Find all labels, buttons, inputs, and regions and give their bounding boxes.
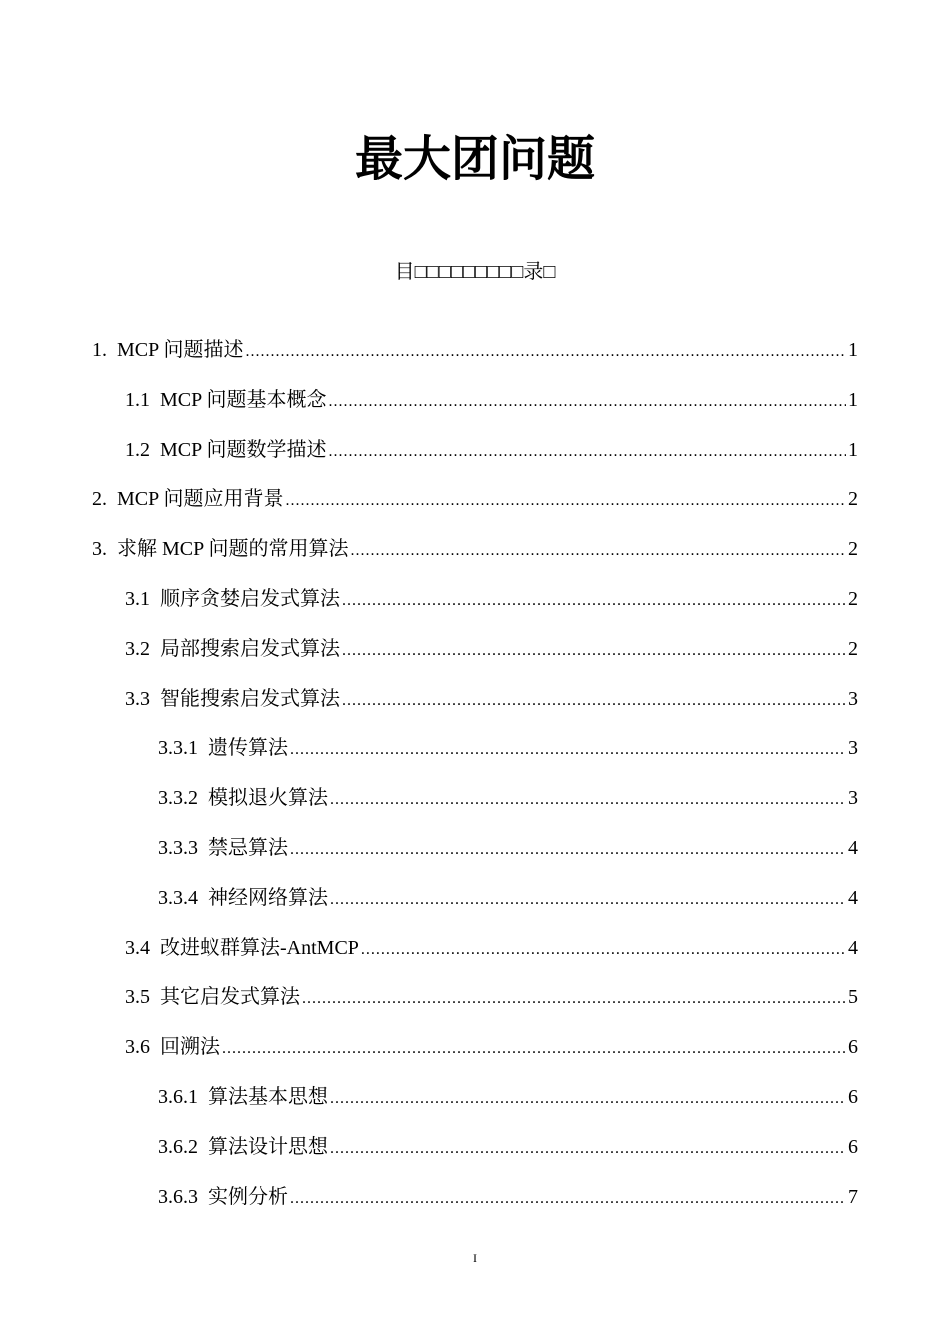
toc-entry-text: 实例分析	[208, 1186, 288, 1208]
toc-entry-number: 3.6.3	[158, 1186, 198, 1208]
toc-entry[interactable]	[158, 781, 858, 811]
toc-entry[interactable]	[92, 333, 858, 363]
toc-entry-number: 3.6.1	[158, 1086, 198, 1108]
toc-entry-text: 禁忌算法	[208, 837, 288, 859]
toc-entry-page: 3	[848, 787, 858, 809]
toc-entry-label	[125, 935, 359, 961]
toc-entry-number: 3.5	[125, 986, 150, 1008]
toc-entry-text: 局部搜索启发式算法	[160, 638, 340, 660]
toc-entry-page: 4	[848, 937, 858, 959]
toc-entry-text: 顺序贪婪启发式算法	[160, 588, 340, 610]
toc-entry-page: 6	[848, 1036, 858, 1058]
toc-entry-page: 5	[848, 986, 858, 1008]
toc-dot-leader	[286, 486, 846, 512]
toc-entry[interactable]	[158, 731, 858, 761]
toc-entry-text: 智能搜索启发式算法	[160, 688, 340, 710]
toc-dot-leader	[361, 935, 846, 961]
toc-dot-leader	[342, 586, 846, 612]
toc-dot-leader	[342, 636, 846, 662]
toc-entry-number: 3.3.4	[158, 887, 198, 909]
toc-entry-label	[158, 785, 328, 811]
toc-entry[interactable]	[158, 1180, 858, 1210]
toc-entry-number: 3.3.3	[158, 837, 198, 859]
toc-entry[interactable]	[125, 433, 858, 463]
toc-entry[interactable]	[125, 980, 858, 1010]
page-number: I	[473, 1251, 477, 1265]
toc-entry-text: 算法基本思想	[208, 1086, 328, 1108]
toc-dot-leader	[290, 835, 846, 861]
toc-entry-label	[125, 636, 340, 662]
toc-entry-label	[125, 586, 340, 612]
document-title: 最大团问题	[354, 131, 595, 188]
toc-entry[interactable]	[125, 682, 858, 712]
toc-entry-text: MCP 问题数学描述	[160, 439, 327, 461]
toc-entry-number: 3.4	[125, 937, 150, 959]
toc-entry-number: 3.2	[125, 638, 150, 660]
toc-entry-label	[125, 1034, 220, 1060]
toc-entry-text: MCP 问题描述	[117, 339, 244, 361]
toc-entry[interactable]	[125, 931, 858, 961]
toc-entry-text: MCP 问题应用背景	[117, 488, 284, 510]
toc-dot-leader	[246, 337, 846, 363]
toc-entry[interactable]	[92, 532, 858, 562]
toc-entry-text: 遗传算法	[208, 737, 288, 759]
toc-dot-leader	[222, 1034, 846, 1060]
toc-entry-page: 3	[848, 688, 858, 710]
toc-dot-leader	[330, 1084, 846, 1110]
toc-dot-leader	[330, 1134, 846, 1160]
toc-entry-label	[158, 1184, 288, 1210]
toc-entry-label	[92, 337, 244, 363]
toc-entry-page: 3	[848, 737, 858, 759]
toc-dot-leader	[342, 686, 846, 712]
toc-entry-page: 1	[848, 389, 858, 411]
toc-entry-label	[158, 1084, 328, 1110]
toc-entry-label	[125, 437, 327, 463]
toc-dot-leader	[330, 785, 846, 811]
toc-entry-page: 7	[848, 1186, 858, 1208]
toc-entry-page: 6	[848, 1136, 858, 1158]
toc-entry-page: 4	[848, 887, 858, 909]
toc-entry[interactable]	[92, 482, 858, 512]
toc-entry-number: 1.1	[125, 389, 150, 411]
toc-entry-text: 求解 MCP 问题的常用算法	[117, 538, 349, 560]
toc-entry[interactable]	[158, 881, 858, 911]
toc-entry-page: 2	[848, 638, 858, 660]
toc-entry-text: 回溯法	[160, 1036, 220, 1058]
toc-entry-page: 6	[848, 1086, 858, 1108]
toc-entry-number: 3.3.1	[158, 737, 198, 759]
toc-entry[interactable]	[125, 582, 858, 612]
toc-entry-number: 3.6	[125, 1036, 150, 1058]
toc-entry-number: 3.6.2	[158, 1136, 198, 1158]
toc-entry-text: 算法设计思想	[208, 1136, 328, 1158]
toc-entry-page: 2	[848, 488, 858, 510]
toc-entry-label	[158, 835, 288, 861]
toc-entry-page: 2	[848, 588, 858, 610]
toc-entry-number: 3.3.2	[158, 787, 198, 809]
toc-entry-number: 3.1	[125, 588, 150, 610]
toc-dot-leader	[351, 536, 846, 562]
toc-entry-label	[125, 387, 327, 413]
toc-entry[interactable]	[158, 1130, 858, 1160]
toc-entry[interactable]	[158, 831, 858, 861]
toc-entry-text: 模拟退火算法	[208, 787, 328, 809]
toc-entry-label	[125, 984, 300, 1010]
toc-entry-label	[125, 686, 340, 712]
toc-entry-page: 4	[848, 837, 858, 859]
toc-entry-label	[158, 885, 328, 911]
toc-entry-page: 1	[848, 339, 858, 361]
toc-entry-label	[92, 486, 284, 512]
toc-entry-page: 2	[848, 538, 858, 560]
toc-dot-leader	[290, 735, 846, 761]
toc-dot-leader	[329, 387, 846, 413]
toc-heading: 目□□□□□□□□□录□	[394, 261, 556, 283]
toc-entry-number: 1.2	[125, 439, 150, 461]
toc-entry-label	[158, 1134, 328, 1160]
toc-entry-number: 3.3	[125, 688, 150, 710]
toc-entry-text: 改进蚁群算法-AntMCP	[160, 937, 359, 959]
toc-entry-text: MCP 问题基本概念	[160, 389, 327, 411]
toc-dot-leader	[290, 1184, 846, 1210]
toc-entry-number: 1.	[92, 339, 107, 361]
toc-entry-number: 2.	[92, 488, 107, 510]
toc-entry-text: 其它启发式算法	[160, 986, 300, 1008]
toc-entry[interactable]	[125, 632, 858, 662]
toc-entry-number: 3.	[92, 538, 107, 560]
toc-dot-leader	[330, 885, 846, 911]
toc-entry-text: 神经网络算法	[208, 887, 328, 909]
toc-dot-leader	[302, 984, 846, 1010]
toc-dot-leader	[329, 437, 846, 463]
toc-entry-label	[158, 735, 288, 761]
toc-entry-page: 1	[848, 439, 858, 461]
toc-entry-label	[92, 536, 349, 562]
toc-entry[interactable]	[125, 1030, 858, 1060]
toc-entry[interactable]	[158, 1080, 858, 1110]
toc-entry[interactable]	[125, 383, 858, 413]
